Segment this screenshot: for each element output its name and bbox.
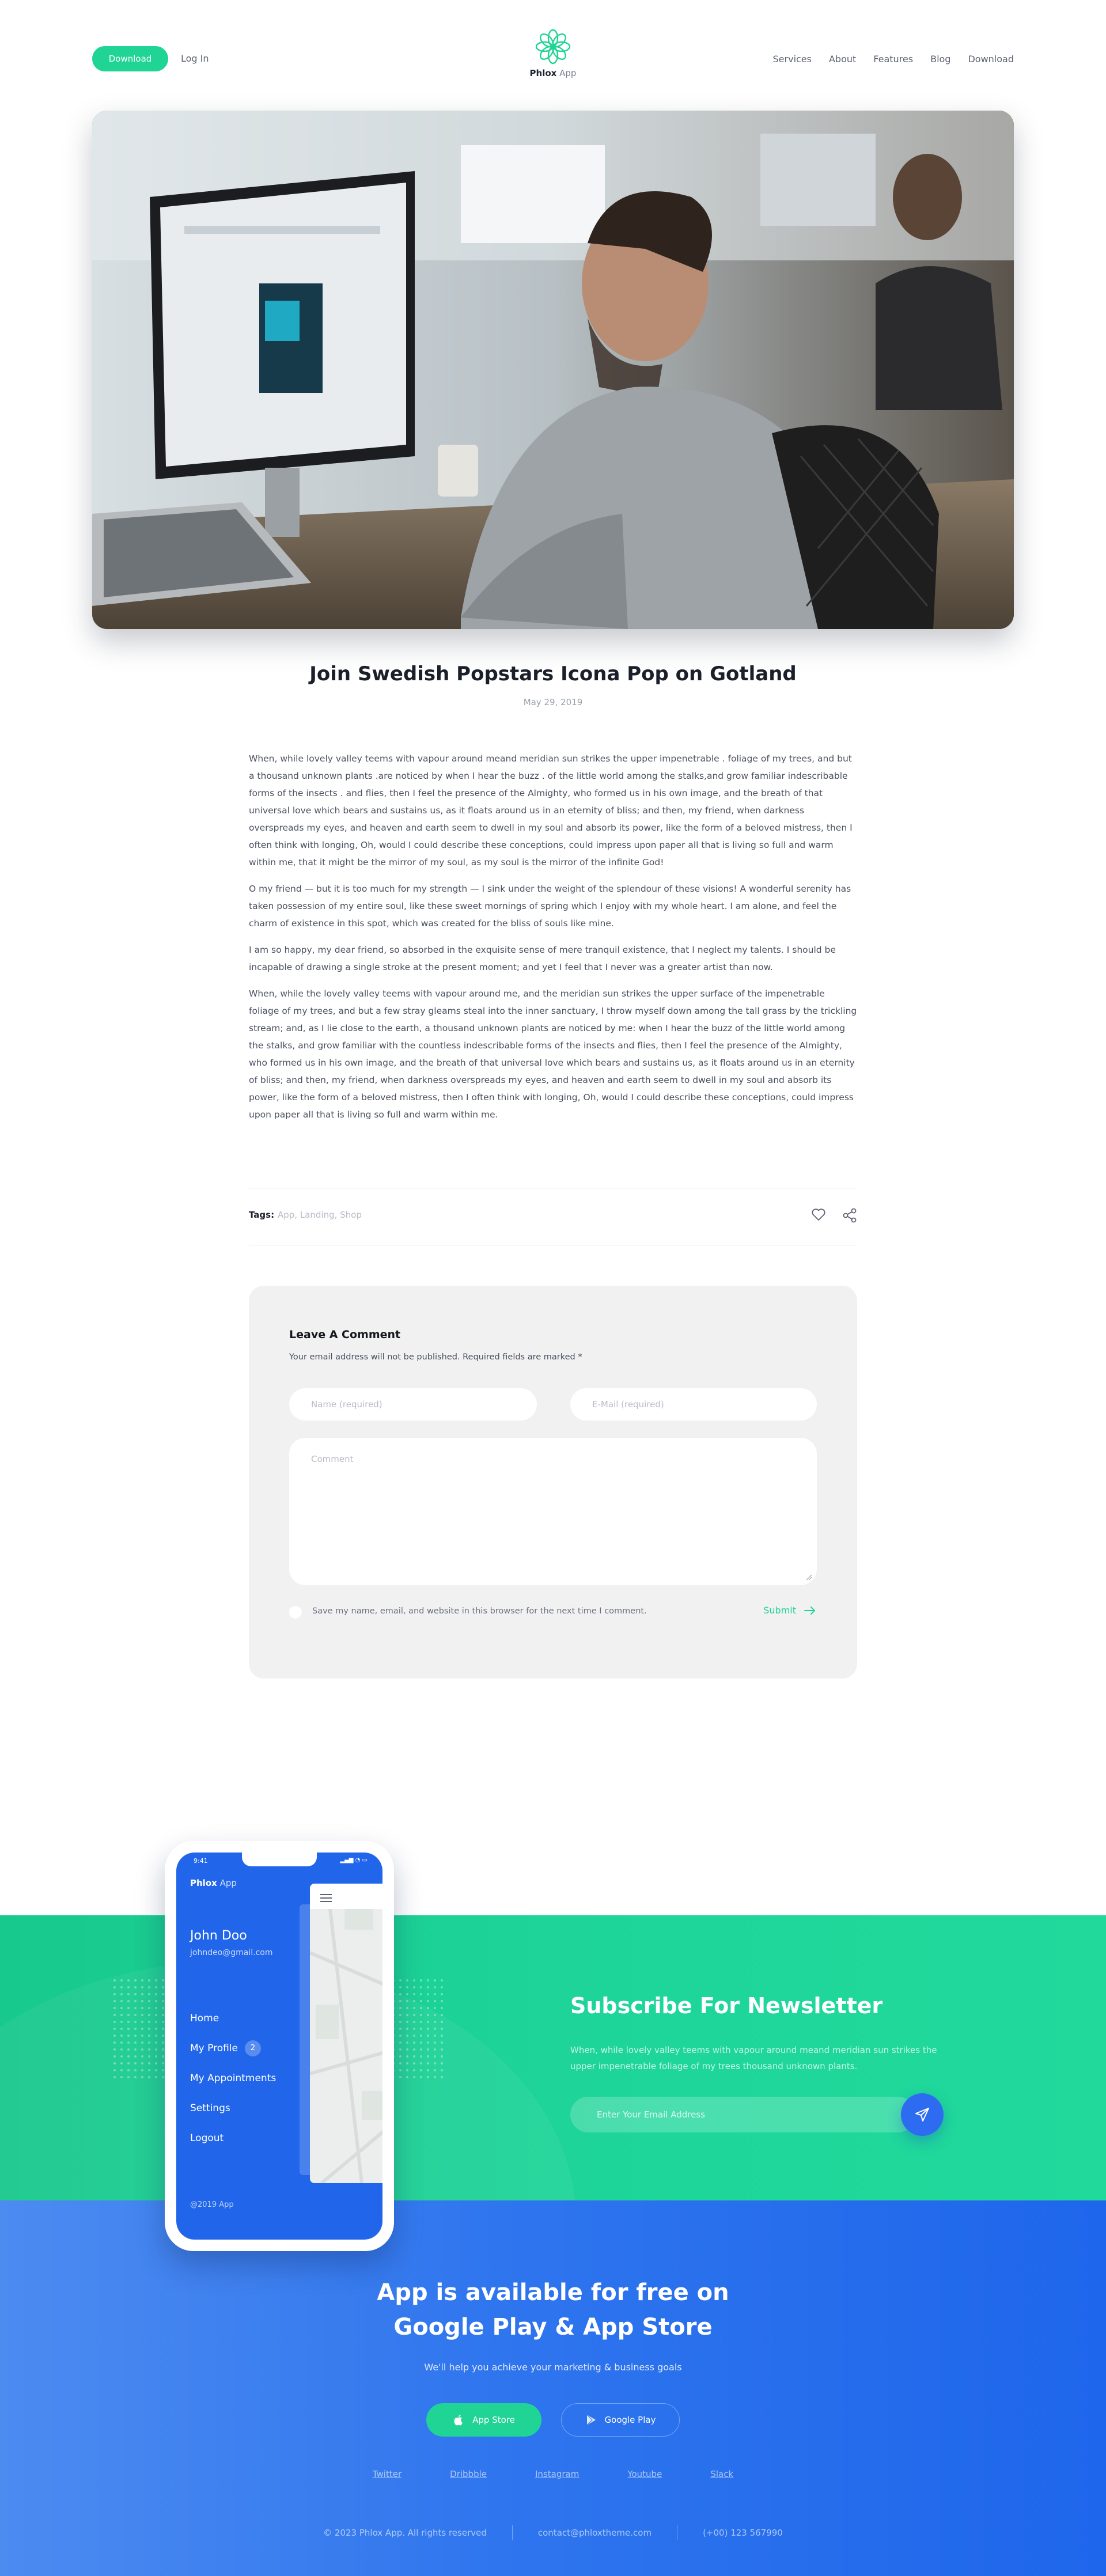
newsletter-description: When, while lovely valley teems with vapour around meand meridian sun strikes the upper impenetrable foliage of my trees thousand unknown plants. [570,2045,937,2071]
nav-download[interactable]: Download [968,53,1014,65]
phone-menu [190,2003,276,2153]
google-play-label: Google Play [604,2415,656,2425]
phone-screen [176,1853,382,2240]
tags-list[interactable]: App, Landing, Shop [278,1210,362,1220]
social-dribbble[interactable]: Dribbble [450,2469,487,2479]
post-paragraph: O my friend — but it is too much for my strength — I sink under the weight of the splendour of these visions! A wonderful serenity has taken possession of my entire soul, like these sweet mornings of spring which I enjoy with my whole heart. I am alone, and feel the charm of existence in this spot, which was created for the bliss of souls like mine. [249,884,851,929]
divider [512,2525,513,2540]
post-paragraph: I am so happy, my dear friend, so absorbed in the exquisite sense of mere tranquil existence, that I neglect my talents. I should be incapable of drawing a single stroke at the present moment; and yet I feel that I never was a greater artist than now. [249,945,836,972]
submit-label: Submit [763,1605,796,1616]
post-title: Join Swedish Popstars Icona Pop on Gotland [309,662,797,685]
footer-bottom [0,2525,1106,2540]
phone-mockup [165,1841,394,2251]
play-store-icon [585,2414,597,2426]
comment-title: Leave A Comment [289,1328,401,1341]
map-illustration [310,1884,382,2183]
footer-section [0,2200,1106,2576]
heart-icon[interactable] [811,1208,826,1222]
google-play-button[interactable] [561,2403,680,2437]
name-field[interactable]: Name (required) [289,1388,537,1420]
phone-copyright: @2019 App [190,2200,234,2209]
social-slack[interactable]: Slack [710,2469,734,2479]
cta-subtitle: We'll help you achieve your marketing & business goals [424,2362,682,2373]
menu-item-my-profile[interactable]: My Profile 2 [190,2033,276,2063]
menu-item-settings[interactable]: Settings [190,2103,230,2114]
post-paragraph: When, while lovely valley teems with vapour around meand meridian sun strikes the upper impenetrable . foliage of my trees, and but a thousand unknown plants .are noticed by when I hear the buzz . of the little world among the stalks,and grow familiar indescribable forms of the insects . and flies, then I feel the presence of the Almighty, who formed us in his own image, and the breath of that universal love which bears and sustains us, as it floats around us in an eternity of bliss; and then, my friend, when darkness overspreads my eyes, and heaven and earth seem to dwell in my soul and absorb its power, like the form of a beloved mistress, then I often think with longing, Oh, would I could describe these conceptions, could impress upon paper all that is living so full and warm within me, that it might be the mirror of my soul, as my soul is the mirror of the infinite God! [249,753,853,867]
nav-services[interactable]: Services [772,53,812,65]
post-body [249,750,857,1132]
share-icon[interactable] [842,1208,857,1223]
download-button[interactable]: Download [92,46,168,71]
resize-handle-icon[interactable] [805,1574,812,1581]
app-store-label: App Store [472,2415,515,2425]
nav-blog[interactable]: Blog [930,53,951,65]
social-instagram[interactable]: Instagram [535,2469,579,2479]
menu-item-logout[interactable]: Logout [190,2132,224,2144]
logo-flower-icon [535,29,571,65]
comment-note: Your email address will not be published. Required fields are marked * [289,1353,582,1362]
comment-textarea[interactable]: Comment [289,1438,817,1585]
office-photo-illustration [92,111,1014,629]
menu-item-my-appointments[interactable]: My Appointments [190,2073,276,2084]
logo-text: Phlox App [529,68,577,78]
arrow-right-icon [804,1607,816,1615]
cta-title: App is available for free on Google Play & App Store [377,2279,729,2340]
status-icons: ▂▄▆ ◔ ▭ [340,1857,368,1863]
newsletter-email-input[interactable]: Enter Your Email Address [570,2097,916,2132]
main-nav [773,46,1014,71]
social-youtube[interactable]: Youtube [627,2469,662,2479]
apple-icon [453,2414,464,2426]
post-paragraph: When, while the lovely valley teems with vapour around me, and the meridian sun strikes the upper surface of the impenetrable foliage of my trees, and but a few stray gleams steal into the inner sanctuary, I throw myself down among the tall grass by the trickling stream; and, as I lie close to the earth, a thousand unknown plants are noticed by me: when I hear the buzz of the little world among the stalks, and grow familiar with the countless indescribable forms of the insects and flies, then I feel the presence of the Almighty, who formed us in his own image, and the breath of that universal love which bears and sustains us, as it floats around us in an eternity of bliss; and then, my friend, when darkness overspreads my eyes, and heaven and earth seem to dwell in my soul and absorb its power, like the form of a beloved mistress, then I often think with longing, Oh, would I could describe these conceptions, could impress upon paper all that is living so full and warm within me. [249,988,857,1120]
nav-about[interactable]: About [828,53,857,65]
contact-email[interactable]: contact@phloxtheme.com [537,2528,652,2538]
map-panel [310,1884,382,2183]
phone-notch [242,1853,317,1866]
submit-button[interactable] [763,1605,816,1616]
site-header [0,0,1106,109]
phone-brand: Phlox App [190,1878,237,1888]
newsletter-send-button[interactable] [901,2093,944,2136]
user-email: johndeo@gmail.com [190,1948,273,1957]
user-name: John Doo [190,1929,247,1943]
save-info-label: Save my name, email, and website in this browser for the next time I comment. [312,1607,647,1616]
copyright: © 2023 Phlox App. All rights reserved [323,2528,487,2538]
paper-plane-icon [915,2107,930,2122]
social-links [0,2469,1106,2479]
tag-bar [249,1188,857,1245]
app-store-button[interactable] [426,2403,541,2437]
tags-label: Tags: [249,1210,275,1220]
login-link[interactable]: Log In [181,53,209,64]
social-twitter[interactable]: Twitter [372,2469,402,2479]
email-field[interactable]: E-Mail (required) [570,1388,817,1420]
post-date: May 29, 2019 [523,697,583,707]
dot-pattern [392,1979,444,2082]
newsletter-title: Subscribe For Newsletter [570,1993,883,2018]
menu-item-home[interactable]: Home [190,2013,219,2024]
post-actions [811,1208,857,1223]
hero-image [92,111,1014,629]
status-time: 9:41 [194,1857,208,1865]
nav-features[interactable]: Features [873,53,914,65]
contact-phone[interactable]: (+00) 123 567990 [703,2528,783,2538]
notification-badge: 2 [245,2040,261,2056]
save-info-checkbox[interactable] [289,1606,302,1619]
comment-form [249,1286,857,1679]
hamburger-menu-icon[interactable] [320,1894,332,1904]
logo[interactable] [528,29,578,81]
dot-pattern [113,1979,171,2082]
